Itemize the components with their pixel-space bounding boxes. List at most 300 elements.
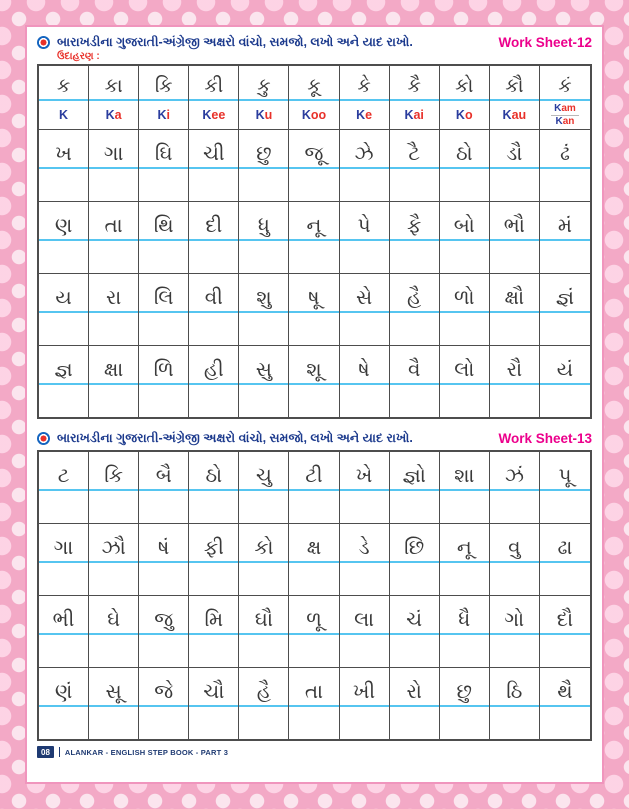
gujarati-letter: નૂ	[306, 215, 322, 237]
worksheet12-grid	[37, 64, 592, 419]
gujarati-letter: ઝં	[504, 465, 524, 487]
grid-cell	[390, 274, 440, 345]
practice-space	[440, 707, 489, 739]
grid-cell	[239, 274, 289, 345]
english-transliteration	[540, 101, 590, 129]
practice-space	[440, 385, 489, 417]
gujarati-letter: શુ	[256, 287, 272, 309]
english-transliteration: K ee	[202, 108, 226, 122]
gujarati-letter: પે	[357, 215, 371, 237]
gujarati-letter: ળિ	[153, 359, 174, 381]
practice-space	[39, 169, 88, 201]
grid-cell	[540, 452, 590, 523]
grid-cell	[239, 130, 289, 201]
gujarati-letter: ઢં	[559, 143, 570, 165]
practice-row	[39, 201, 590, 273]
grid-cell	[340, 66, 390, 129]
english-transliteration: K au	[502, 108, 527, 122]
practice-space	[189, 241, 238, 273]
practice-space	[540, 635, 590, 667]
grid-cell	[390, 202, 440, 273]
grid-cell	[490, 346, 540, 417]
grid-cell	[340, 668, 390, 739]
gujarati-letter: ડે	[358, 537, 370, 559]
practice-space	[189, 313, 238, 345]
gujarati-letter: કો	[254, 537, 274, 559]
gujarati-letter: ટૈ	[408, 143, 420, 165]
gujarati-letter: રૌ	[506, 359, 523, 381]
example-label: ઉદાહરણ :	[57, 51, 100, 62]
grid-cell	[289, 66, 339, 129]
gujarati-letter: પૂ	[558, 465, 572, 487]
gujarati-letter: બો	[453, 215, 475, 237]
gujarati-letter: ક	[56, 76, 71, 97]
practice-space	[39, 491, 88, 523]
grid-cell	[239, 524, 289, 595]
gujarati-letter: શૂ	[306, 359, 322, 381]
grid-cell	[289, 524, 339, 595]
grid-cell	[89, 668, 139, 739]
gujarati-letter: ઘૌ	[254, 609, 273, 631]
practice-space	[390, 491, 439, 523]
grid-cell	[490, 668, 540, 739]
grid-cell	[440, 346, 490, 417]
gujarati-letter: રો	[406, 681, 422, 703]
worksheet12-instruction: બારાખડીના ગુજરાતી-અંગ્રેજી અક્ષરો વાંચો, સમજો, લખો અને યાદ રાખો.	[57, 35, 413, 49]
practice-space	[139, 313, 188, 345]
grid-cell	[189, 452, 239, 523]
gujarati-letter: ફૈ	[407, 215, 422, 237]
grid-cell	[139, 346, 189, 417]
gujarati-letter: ગા	[53, 537, 74, 559]
practice-row	[39, 667, 590, 739]
grid-cell	[89, 202, 139, 273]
gujarati-letter: જુ	[154, 609, 174, 631]
grid-cell	[540, 202, 590, 273]
gujarati-letter: ઠિ	[506, 681, 523, 703]
practice-space	[89, 313, 138, 345]
grid-cell	[89, 274, 139, 345]
practice-space	[440, 241, 489, 273]
grid-cell	[490, 66, 540, 129]
gujarati-letter: ધૈ	[458, 609, 471, 631]
practice-space	[340, 707, 389, 739]
practice-space	[390, 385, 439, 417]
gujarati-letter: કૈ	[407, 76, 421, 97]
grid-cell	[239, 452, 289, 523]
practice-space	[540, 313, 590, 345]
gujarati-letter: કે	[357, 76, 371, 97]
gujarati-letter: વી	[204, 287, 223, 309]
gujarati-letter: રા	[106, 287, 122, 309]
grid-cell	[340, 452, 390, 523]
grid-cell	[390, 524, 440, 595]
practice-row	[39, 273, 590, 345]
practice-space	[239, 491, 288, 523]
grid-cell	[390, 452, 440, 523]
gujarati-letter: કં	[558, 76, 572, 97]
english-transliteration: K	[59, 108, 69, 122]
english-transliteration: K u	[255, 108, 273, 122]
grid-cell	[139, 130, 189, 201]
gujarati-letter: ળો	[453, 287, 475, 309]
practice-space	[440, 635, 489, 667]
worksheet13-header	[37, 431, 592, 446]
grid-cell	[89, 346, 139, 417]
gujarati-letter: ધુ	[257, 215, 270, 237]
grid-cell	[89, 130, 139, 201]
gujarati-letter: ભી	[52, 609, 75, 631]
grid-cell	[440, 524, 490, 595]
worksheet12-label: Work Sheet-12	[498, 35, 592, 50]
gujarati-letter: ચૌ	[203, 681, 225, 703]
practice-space	[390, 313, 439, 345]
practice-space	[289, 313, 338, 345]
grid-cell	[540, 66, 590, 129]
grid-cell	[139, 452, 189, 523]
grid-cell	[390, 346, 440, 417]
grid-cell	[440, 274, 490, 345]
grid-cell	[189, 202, 239, 273]
practice-space	[239, 635, 288, 667]
grid-cell	[189, 596, 239, 667]
grid-cell	[540, 130, 590, 201]
practice-space	[390, 635, 439, 667]
grid-cell	[490, 452, 540, 523]
gujarati-letter: ઢા	[557, 537, 573, 559]
grid-cell	[490, 274, 540, 345]
grid-cell	[340, 596, 390, 667]
practice-space	[139, 563, 188, 595]
practice-space	[39, 707, 88, 739]
gujarati-letter: સૂ	[105, 681, 122, 703]
gujarati-letter: ઠો	[455, 143, 473, 165]
grid-cell	[390, 596, 440, 667]
gujarati-letter: ખ	[55, 143, 72, 165]
gujarati-letter: મં	[557, 215, 572, 237]
practice-space	[440, 491, 489, 523]
practice-space	[540, 491, 590, 523]
practice-space	[440, 563, 489, 595]
practice-space	[89, 491, 138, 523]
gujarati-letter: ણં	[54, 681, 73, 703]
grid-cell	[89, 524, 139, 595]
practice-space	[239, 385, 288, 417]
gujarati-letter: લિ	[153, 287, 174, 309]
gujarati-letter: ઘે	[107, 609, 121, 631]
practice-space	[139, 491, 188, 523]
grid-cell	[89, 452, 139, 523]
gujarati-letter: ચી	[202, 143, 225, 165]
grid-cell	[490, 524, 540, 595]
practice-space	[39, 385, 88, 417]
target-dot-icon	[37, 36, 50, 49]
english-transliteration: K oo	[301, 108, 327, 122]
gujarati-letter: ક્ષૌ	[504, 287, 525, 309]
practice-space	[289, 491, 338, 523]
practice-space	[340, 169, 389, 201]
grid-cell	[540, 346, 590, 417]
gujarati-letter: તા	[104, 215, 123, 237]
grid-cell	[289, 668, 339, 739]
gujarati-letter: ડૌ	[506, 143, 523, 165]
content-panel	[25, 25, 604, 784]
grid-cell	[440, 202, 490, 273]
practice-space	[390, 241, 439, 273]
grid-cell	[289, 596, 339, 667]
worksheet12-header	[37, 35, 592, 50]
practice-space	[239, 313, 288, 345]
practice-space	[39, 563, 88, 595]
grid-cell	[189, 66, 239, 129]
practice-space	[189, 563, 238, 595]
grid-cell	[139, 66, 189, 129]
gujarati-letter: જે	[154, 681, 174, 703]
grid-cell	[239, 66, 289, 129]
practice-space	[440, 169, 489, 201]
grid-cell	[39, 668, 89, 739]
gujarati-letter: સુ	[255, 359, 272, 381]
grid-cell	[39, 274, 89, 345]
gujarati-letter: થિ	[153, 215, 174, 237]
gujarati-letter: ષે	[358, 359, 370, 381]
gujarati-letter: ટ	[57, 465, 70, 487]
practice-space	[189, 385, 238, 417]
worksheet13-instruction: બારાખડીના ગુજરાતી-અંગ્રેજી અક્ષરો વાંચો, સમજો, લખો અને યાદ રાખો.	[57, 431, 413, 445]
english-transliteration-line: Kan	[555, 115, 575, 127]
gujarati-letter: કિ	[104, 465, 123, 487]
gujarati-letter: ટી	[305, 465, 323, 487]
gujarati-letter: ઘિ	[154, 143, 173, 165]
practice-space	[490, 635, 539, 667]
worksheet13-label: Work Sheet-13	[498, 431, 592, 446]
english-transliteration: K ai	[404, 108, 424, 122]
practice-row	[39, 345, 590, 417]
grid-cell	[289, 274, 339, 345]
grid-cell	[189, 130, 239, 201]
grid-cell	[540, 524, 590, 595]
gujarati-letter: લો	[454, 359, 475, 381]
practice-space	[189, 635, 238, 667]
gujarati-letter: છુ	[256, 143, 272, 165]
grid-cell	[390, 130, 440, 201]
gujarati-letter: દૌ	[556, 609, 574, 631]
grid-cell	[139, 596, 189, 667]
practice-space	[239, 169, 288, 201]
grid-cell	[189, 346, 239, 417]
gujarati-letter: વુ	[508, 537, 521, 559]
practice-space	[89, 385, 138, 417]
practice-space	[490, 169, 539, 201]
grid-cell	[239, 668, 289, 739]
grid-cell	[440, 668, 490, 739]
gujarati-letter: શા	[454, 465, 475, 487]
grid-cell	[39, 130, 89, 201]
grid-cell	[239, 596, 289, 667]
gujarati-letter: થૈ	[557, 681, 573, 703]
practice-space	[289, 707, 338, 739]
english-transliteration: K a	[105, 108, 122, 122]
gujarati-letter: કો	[455, 76, 474, 97]
grid-cell	[289, 130, 339, 201]
grid-cell	[289, 452, 339, 523]
gujarati-letter: છુ	[456, 681, 472, 703]
practice-space	[490, 313, 539, 345]
book-title: ALANKAR - ENGLISH STEP BOOK - PART 3	[64, 747, 229, 757]
gujarati-letter: સે	[355, 287, 373, 309]
grid-cell	[239, 202, 289, 273]
grid-cell	[139, 524, 189, 595]
practice-space	[139, 707, 188, 739]
practice-space	[139, 241, 188, 273]
grid-cell	[440, 130, 490, 201]
page-footer	[37, 746, 592, 758]
practice-space	[490, 563, 539, 595]
grid-cell	[289, 202, 339, 273]
english-transliteration: K e	[356, 108, 373, 122]
grid-cell	[540, 274, 590, 345]
grid-cell	[39, 596, 89, 667]
gujarati-letter: કૂ	[307, 76, 321, 97]
gujarati-letter: ખે	[355, 465, 373, 487]
practice-space	[139, 635, 188, 667]
practice-space	[89, 707, 138, 739]
english-transliteration-line: Kam	[551, 103, 579, 116]
gujarati-letter: ળૂ	[306, 609, 322, 631]
gujarati-letter: ક્ષા	[103, 359, 124, 381]
worksheet13-grid	[37, 450, 592, 741]
practice-row	[39, 452, 590, 523]
gujarati-letter: ઝૌ	[101, 537, 126, 559]
english-transliteration: K i	[157, 108, 170, 122]
gujarati-letter: કૌ	[505, 76, 524, 97]
grid-cell	[139, 274, 189, 345]
gujarati-letter: ક્ષ	[306, 537, 322, 559]
practice-space	[440, 313, 489, 345]
gujarati-letter: ષૂ	[308, 287, 320, 309]
gujarati-letter: ગો	[504, 609, 525, 631]
grid-cell	[89, 596, 139, 667]
grid-cell	[289, 346, 339, 417]
practice-space	[340, 491, 389, 523]
example-row	[39, 66, 590, 129]
practice-row	[39, 595, 590, 667]
gujarati-letter: યં	[556, 359, 574, 381]
practice-space	[289, 385, 338, 417]
gujarati-letter: કુ	[257, 76, 271, 97]
grid-cell	[340, 346, 390, 417]
grid-cell	[440, 452, 490, 523]
gujarati-letter: વૈ	[407, 359, 421, 381]
practice-space	[490, 491, 539, 523]
gujarati-letter: ચં	[406, 609, 423, 631]
gujarati-letter: ગા	[103, 143, 124, 165]
gujarati-letter: નૂ	[456, 537, 472, 559]
practice-space	[189, 169, 238, 201]
grid-cell	[540, 668, 590, 739]
grid-cell	[440, 596, 490, 667]
gujarati-letter: જ્ઞ	[54, 359, 73, 381]
practice-space	[289, 169, 338, 201]
gujarati-letter: હી	[203, 359, 224, 381]
practice-space	[139, 385, 188, 417]
practice-row	[39, 523, 590, 595]
gujarati-letter: બૈ	[155, 465, 172, 487]
footer-divider	[59, 747, 60, 757]
grid-cell	[340, 524, 390, 595]
gujarati-letter: લા	[354, 609, 375, 631]
gujarati-letter: ફી	[203, 537, 224, 559]
practice-space	[89, 169, 138, 201]
practice-space	[289, 563, 338, 595]
english-transliteration: K o	[455, 108, 473, 122]
grid-cell	[39, 452, 89, 523]
practice-space	[340, 635, 389, 667]
practice-space	[239, 707, 288, 739]
practice-space	[490, 385, 539, 417]
practice-space	[390, 169, 439, 201]
gujarati-letter: ભૌ	[503, 215, 525, 237]
gujarati-letter: હૈ	[407, 287, 422, 309]
gujarati-letter: તા	[304, 681, 324, 703]
practice-space	[490, 241, 539, 273]
practice-space	[89, 635, 138, 667]
practice-space	[540, 563, 590, 595]
practice-space	[340, 385, 389, 417]
gujarati-letter: છિ	[404, 537, 425, 559]
gujarati-letter: ઠો	[205, 465, 223, 487]
practice-space	[289, 241, 338, 273]
grid-cell	[189, 524, 239, 595]
gujarati-letter: કી	[204, 76, 224, 97]
practice-space	[289, 635, 338, 667]
gujarati-letter: દી	[205, 215, 223, 237]
grid-cell	[390, 66, 440, 129]
grid-cell	[440, 66, 490, 129]
grid-cell	[139, 202, 189, 273]
gujarati-letter: જ્ઞો	[402, 465, 426, 487]
grid-cell	[89, 66, 139, 129]
practice-space	[89, 241, 138, 273]
grid-cell	[139, 668, 189, 739]
gujarati-letter: મિ	[204, 609, 224, 631]
practice-space	[390, 707, 439, 739]
practice-space	[490, 707, 539, 739]
practice-space	[39, 241, 88, 273]
practice-space	[89, 563, 138, 595]
practice-space	[189, 491, 238, 523]
gujarati-letter: જ્ઞં	[555, 287, 575, 309]
practice-space	[189, 707, 238, 739]
grid-cell	[39, 346, 89, 417]
grid-cell	[340, 130, 390, 201]
gujarati-letter: જૂ	[304, 143, 324, 165]
grid-cell	[39, 66, 89, 129]
grid-cell	[189, 668, 239, 739]
practice-space	[39, 313, 88, 345]
page-number-badge: 08	[37, 746, 54, 758]
grid-cell	[39, 524, 89, 595]
practice-space	[239, 241, 288, 273]
gujarati-letter: ય	[55, 287, 72, 309]
gujarati-letter: ચુ	[255, 465, 272, 487]
gujarati-letter: હૈ	[256, 681, 272, 703]
gujarati-letter: કા	[104, 76, 123, 97]
gujarati-letter: ણ	[54, 215, 73, 237]
grid-cell	[390, 668, 440, 739]
practice-row	[39, 129, 590, 201]
practice-space	[340, 563, 389, 595]
